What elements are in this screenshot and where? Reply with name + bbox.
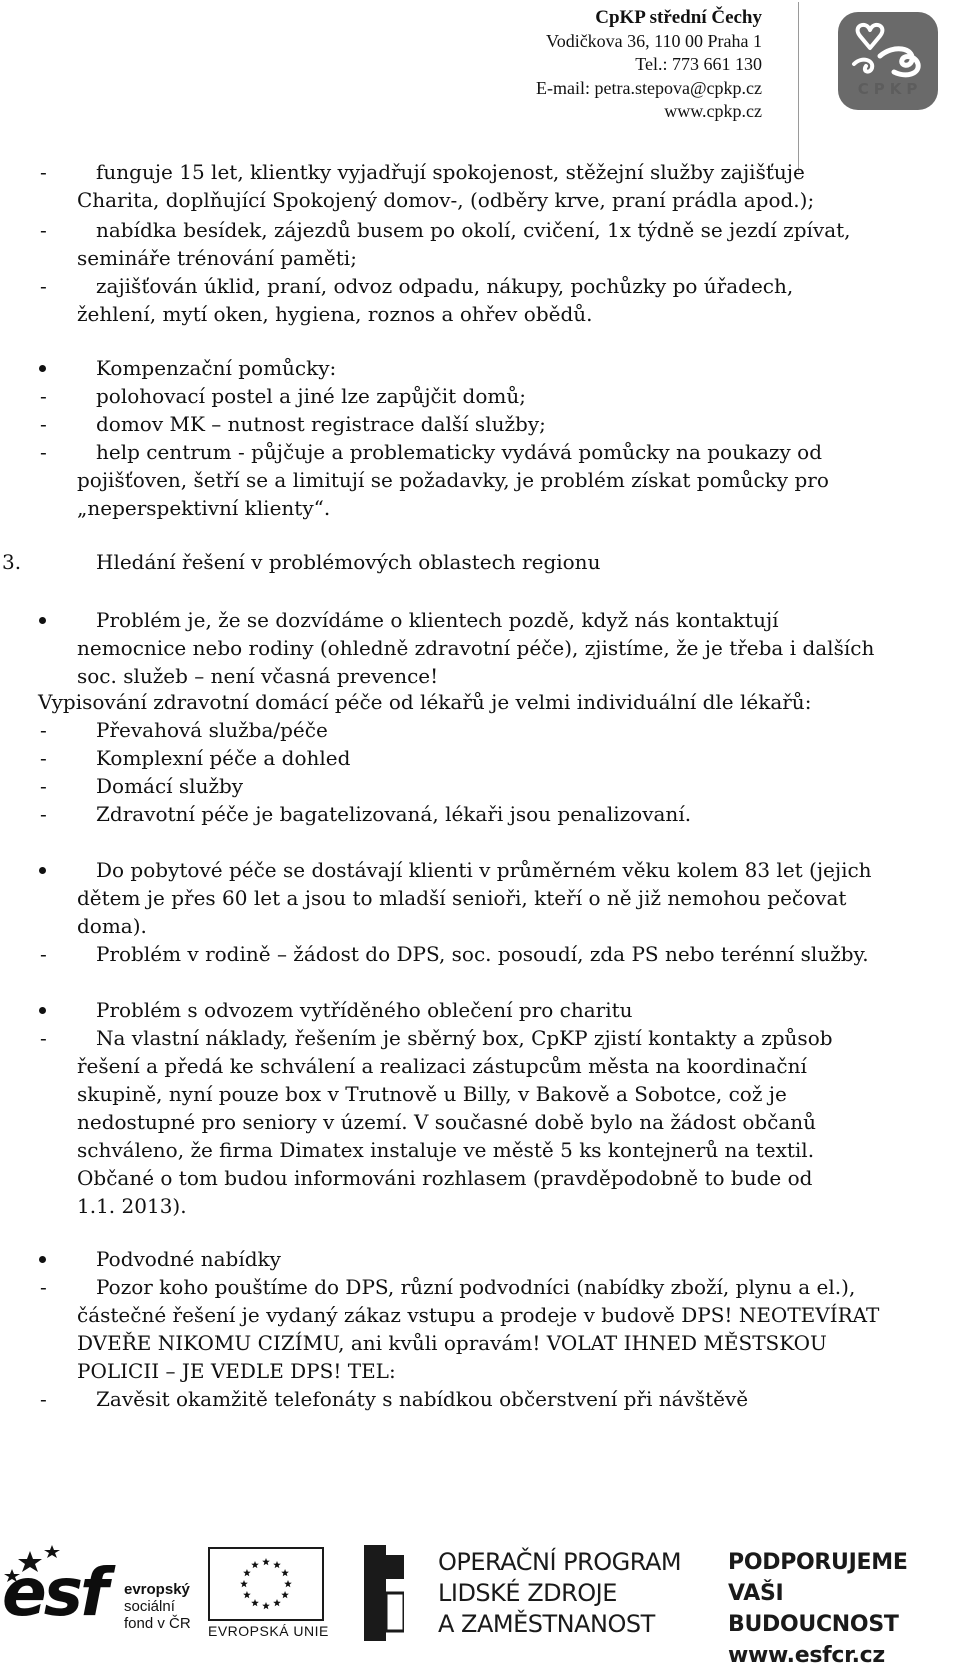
text-line: zajišťován úklid, praní, odvoz odpadu, nákupy, pochůzky po úřadech, [96, 274, 794, 298]
text-line: Podvodné nabídky [96, 1247, 281, 1271]
bullet-icon [39, 617, 46, 624]
header-divider [798, 2, 799, 172]
esf-logo [0, 1543, 205, 1643]
text-line: soc. služeb – není včasná prevence! [77, 664, 439, 688]
esf-caption: evropský sociální fond v ČR [124, 1581, 191, 1632]
dash-marker: - [40, 440, 47, 464]
text-line: Občané o tom budou informováni rozhlasem (pravděpodobně to bude od [77, 1166, 813, 1190]
text-line: Domácí služby [96, 774, 244, 798]
eu-label: EVROPSKÁ UNIE [208, 1623, 329, 1639]
bullet-icon [39, 867, 46, 874]
eu-star-icon [281, 1569, 289, 1576]
dash-marker: - [40, 1387, 47, 1411]
text-line: Pozor koho pouštíme do DPS, různí podvodníci (nabídky zboží, plynu a el.), [96, 1275, 856, 1299]
website: www.cpkp.cz [664, 101, 762, 121]
address: Vodičkova 36, 110 00 Praha 1 [546, 30, 762, 51]
text-line: žehlení, mytí oken, hygiena, roznos a ohřev obědů. [77, 302, 593, 326]
text-line: pojišťoven, šetří se a limitují se požadavky, je problém získat pomůcky pro [77, 468, 829, 492]
org-name: CpKP střední Čechy [595, 7, 762, 28]
text-line: Problém je, že se dozvídáme o klientech pozdě, když nás kontaktují [96, 608, 779, 632]
eu-star-icon [273, 1599, 281, 1606]
eu-star-icon [251, 1599, 259, 1606]
eu-flag-icon [208, 1547, 324, 1621]
text-line: doma). [77, 914, 147, 938]
bullet-icon [39, 1007, 46, 1014]
contact-block [536, 6, 762, 124]
text-line: nedostupné pro seniory v území. V současné době bylo na žádost občanů [77, 1110, 817, 1134]
eu-star-icon [281, 1591, 289, 1598]
eu-star-icon [262, 1602, 270, 1609]
text-line: Vypisování zdravotní domácí péče od lékařů je velmi individuální dle lékařů: [38, 690, 812, 714]
text-line: řešení a předá ke schválení a realizaci zástupcům města na koordinační [77, 1054, 807, 1078]
section-number: 3. [2, 550, 22, 574]
text-line: Zdravotní péče je bagatelizovaná, lékaři jsou penalizovaní. [96, 802, 692, 826]
funding-footer [0, 1535, 960, 1668]
text-line: Převahová služba/péče [96, 718, 328, 742]
eu-star-icon [243, 1591, 251, 1598]
dash-marker: - [40, 718, 47, 742]
text-line: Zavěsit okamžitě telefonáty s nabídkou občerstvení při návštěvě [96, 1387, 749, 1411]
dash-marker: - [40, 746, 47, 770]
text-line: domov MK – nutnost registrace další služby; [96, 412, 546, 436]
dash-marker: - [40, 412, 47, 436]
esf-mark: esf [2, 1554, 106, 1631]
text-line: Na vlastní náklady, řešením je sběrný box, CpKP zjistí kontakty a způsob [96, 1026, 833, 1050]
text-line: Problém s odvozem vytříděného oblečení pro charitu [96, 998, 633, 1022]
bullet-icon [39, 365, 46, 372]
bullet-icon [39, 1256, 46, 1263]
eu-star-icon [262, 1558, 270, 1565]
text-line: „neperspektivní klienty“. [77, 496, 331, 520]
eu-star-icon [273, 1561, 281, 1568]
text-line: Kompenzační pomůcky: [96, 356, 337, 380]
dash-marker: - [40, 942, 47, 966]
text-line: 1.1. 2013). [77, 1194, 187, 1218]
text-line: DVEŘE NIKOMU CIZÍMU, ani kvůli opravám! VOLAT IHNED MĚSTSKOU [77, 1331, 827, 1355]
op-program-name: OPERAČNÍ PROGRAM LIDSKÉ ZDROJE A ZAMĚSTNANOST [438, 1548, 682, 1638]
section-heading: Hledání řešení v problémových oblastech regionu [96, 550, 601, 574]
dash-marker: - [40, 1275, 47, 1299]
dash-marker: - [40, 1026, 47, 1050]
dash-marker: - [40, 802, 47, 826]
logo-wordmark: CPKP [857, 80, 923, 98]
dash-marker: - [40, 774, 47, 798]
text-line: POLICII – JE VEDLE DPS! TEL: [77, 1359, 396, 1383]
phone: Tel.: 773 661 130 [635, 54, 762, 74]
text-line: polohovací postel a jiné lze zapůjčit domů; [96, 384, 526, 408]
eu-star-icon [284, 1580, 292, 1587]
text-line: Komplexní péče a dohled [96, 746, 351, 770]
eu-star-icon [243, 1569, 251, 1576]
op-program-icon [364, 1545, 404, 1641]
text-line: skupině, nyní pouze box v Trutnově u Billy, v Bakově a Sobotce, což je [77, 1082, 787, 1106]
text-line: help centrum - půjčuje a problematicky vydává pomůcky na poukazy od [96, 440, 823, 464]
support-slogan: PODPORUJEME VAŠI BUDOUCNOST www.esfcr.cz [728, 1550, 908, 1668]
text-line: semináře trénování paměti; [77, 246, 357, 270]
cpkp-logo-icon [832, 8, 944, 118]
text-line: funguje 15 let, klientky vyjadřují spokojenost, stěžejní služby zajišťuje [96, 160, 805, 184]
email: E-mail: petra.stepova@cpkp.cz [536, 77, 762, 98]
dash-marker: - [40, 274, 47, 298]
eu-star-icon [240, 1580, 248, 1587]
text-line: nabídka besídek, zájezdů busem po okolí, cvičení, 1x týdně se jezdí zpívat, [96, 218, 851, 242]
text-line: nemocnice nebo rodiny (ohledně zdravotní péče), zjistíme, že je třeba i dalších [77, 636, 875, 660]
eu-star-icon [251, 1561, 259, 1568]
text-line: částečné řešení je vydaný zákaz vstupu a prodeje v budově DPS! NEOTEVÍRAT [77, 1303, 880, 1327]
text-line: Problém v rodině – žádost do DPS, soc. posoudí, zda PS nebo terénní služby. [96, 942, 869, 966]
text-line: Do pobytové péče se dostávají klienti v průměrném věku kolem 83 let (jejich [96, 858, 872, 882]
text-line: dětem je přes 60 let a jsou to mladší senioři, kteří o ně již nemohou pečovat [77, 886, 847, 910]
dash-marker: - [40, 218, 47, 242]
text-line: schváleno, že firma Dimatex instaluje ve městě 5 ks kontejnerů na textil. [77, 1138, 815, 1162]
text-line: Charita, doplňující Spokojený domov-, (odběry krve, praní prádla apod.); [77, 188, 815, 212]
dash-marker: - [40, 384, 47, 408]
dash-marker: - [40, 160, 47, 184]
